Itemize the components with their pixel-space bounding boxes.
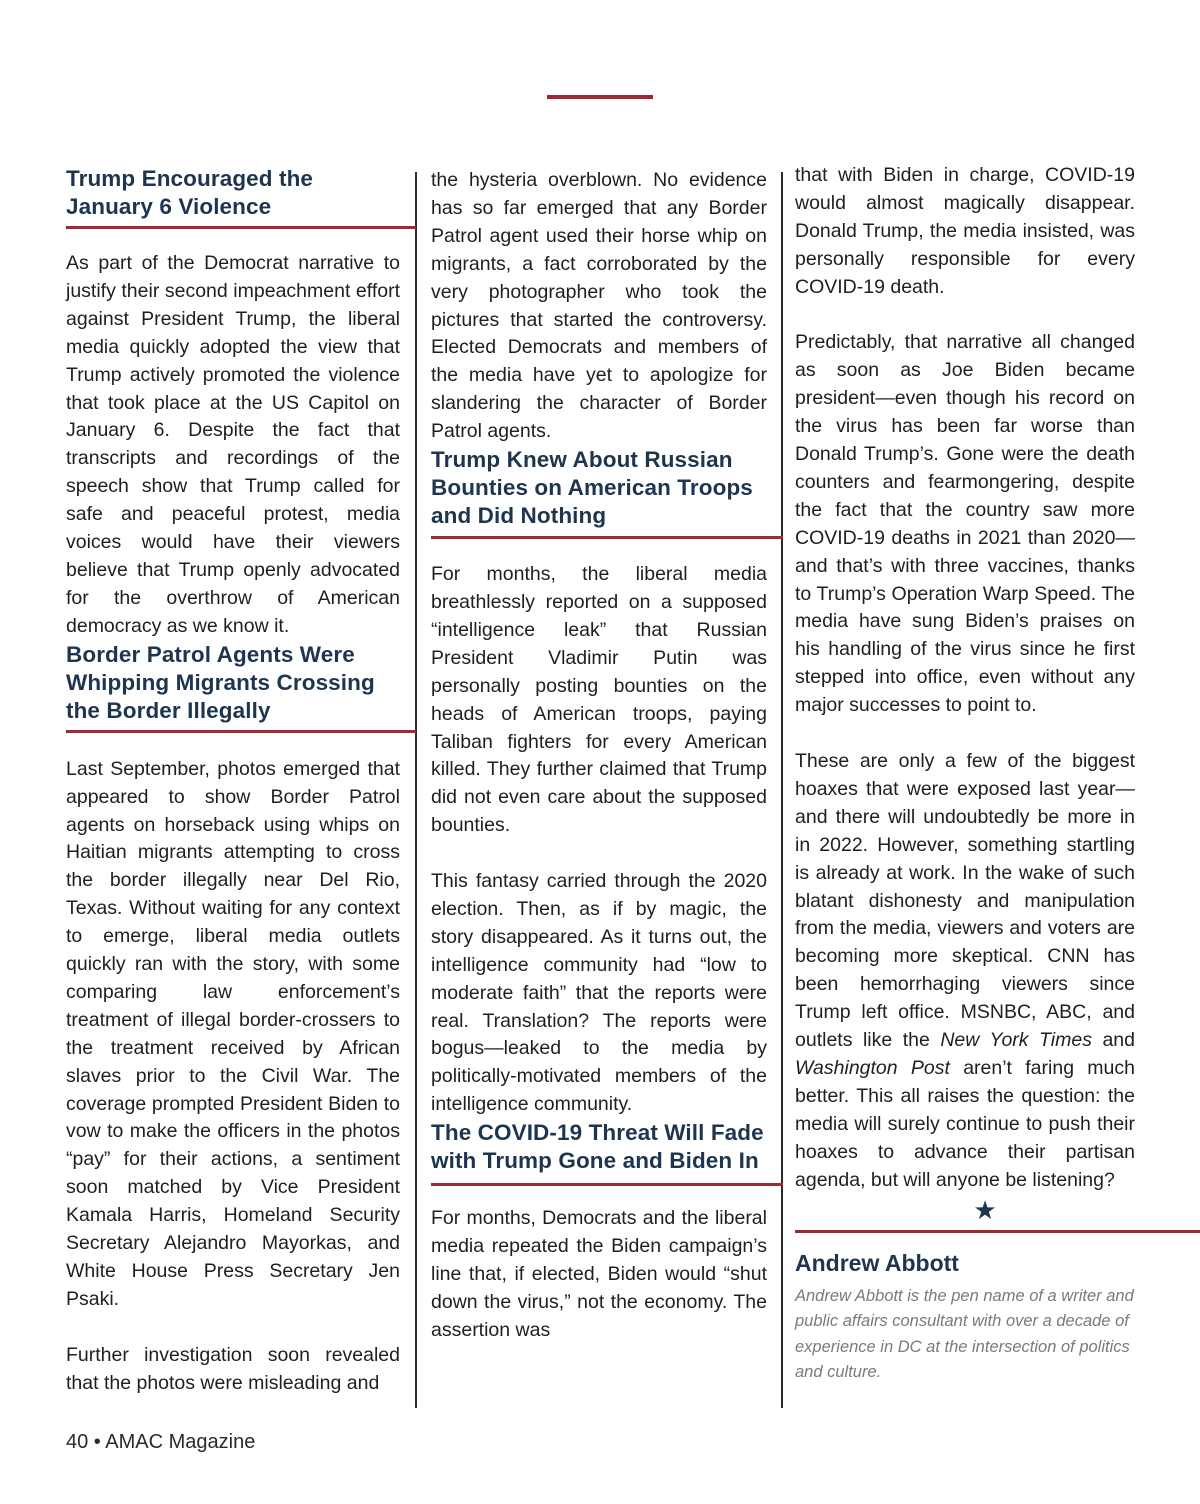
- column-divider-2: [781, 172, 783, 1408]
- paragraph: For months, Democrats and the liberal media repeated the Biden campaign’s line that, if elected, Biden would “shut down the virus,” not the economy. The assertion was: [431, 1207, 767, 1341]
- author-bio: Andrew Abbott is the pen name of a writer and public affairs consultant with over a decade of experience in DC at the intersection of politics and culture.: [795, 1286, 1134, 1381]
- heading-rule: [431, 1183, 783, 1186]
- section-heading-january-6: Trump Encouraged the January 6 Violence: [66, 166, 314, 219]
- paragraph: Last September, photos emerged that appeared to show Border Patrol agents on horseback using whips on Haitian migrants attempting to cross the border illegally near Del Rio, Texas. Without waiting for any context to emerge, liberal media outlets quickly ran with the story, with some comparing law enforcement’s treatment of illegal border-crossers to the treatment received by African slaves prior to the Civil War. The coverage prompted President Biden to vow to make the officers in the photos “pay” for their actions, a sentiment soon matched by Vice President Kamala Harris, Homeland Security Secretary Alejandro Mayorkas, and White House Press Secretary Jen Psaki.: [66, 757, 400, 1310]
- paragraph-text: These are only a few of the biggest hoaxes that were exposed last year—and there will undoubtedly be more in in 2022. However, something startling is already at work. In the wake of such blatant dishonesty and manipulation from the media, viewers and voters are becoming more skeptical. CNN has been hemorrhaging viewers since Trump left office. MSNBC, ABC, and outlets like the: [795, 750, 1135, 1052]
- author-rule: [795, 1230, 1200, 1233]
- heading-rule: [431, 536, 783, 539]
- paragraph: This fantasy carried through the 2020 election. Then, as if by magic, the story disappeared. As it turns out, the intelligence community had “low to moderate faith” that the reports were real. Translation? The reports were bogus—leaked to the media by politically-motivated members of the intelligence community.: [431, 870, 767, 1116]
- paragraph: Further investigation soon revealed that the photos were misleading and: [66, 1343, 400, 1394]
- paragraph: For months, the liberal media breathlessly reported on a supposed “intelligence leak” that Russian President Vladimir Putin was personally posting bounties on the heads of American troops, paying Taliban fighters for every American killed. They further claimed that Trump did not even care about the supposed bounties.: [431, 563, 767, 837]
- paragraph: Predictably, that narrative all changed as soon as Joe Biden became president—even though his record on the virus has been far worse than Donald Trump’s. Gone were the death counters and fearmongering, despite the fact that the country saw more COVID-19 deaths in 2021 than 2020—and that’s with three vaccines, thanks to Trump’s Operation Warp Speed. The media have sung Biden’s praises on his handling of the virus since he first stepped into office, even without any major successes to point to.: [795, 331, 1135, 717]
- paragraph-text: aren’t faring much better. This all raises the question: the media will surely continue to push their hoaxes to advance their partisan agenda, but will anyone be listening?: [795, 1056, 1135, 1191]
- end-star-icon: ★: [973, 1194, 997, 1225]
- section-heading-covid: The COVID-19 Threat Will Fade with Trump Gone and Biden In: [431, 1120, 764, 1174]
- paragraph: that with Biden in charge, COVID-19 would almost magically disappear. Donald Trump, the media insisted, was personally responsible for every COVID-19 death.: [795, 164, 1135, 298]
- article-column-2: [431, 165, 767, 1345]
- page-footer: 40 • AMAC Magazine: [66, 1431, 256, 1453]
- heading-rule: [66, 730, 416, 733]
- paragraph: the hysteria overblown. No evidence has so far emerged that any Border Patrol agent used their horse whip on migrants, a fact corroborated by the very photographer who took the pictures that started the controversy. Elected Democrats and members of the media have yet to apologize for slandering the character of Border Patrol agents.: [431, 169, 767, 443]
- top-decorative-rule: [547, 95, 653, 99]
- article-column-1: [66, 165, 400, 1398]
- column-divider-1: [415, 172, 417, 1408]
- publication-name-wapo: Washington Post: [795, 1056, 950, 1079]
- paragraph: As part of the Democrat narrative to justify their second impeachment effort against President Trump, the liberal media quickly adopted the view that Trump actively promoted the violence that took place at the US Capitol on January 6. Despite the fact that transcripts and recordings of the speech show that Trump called for safe and peaceful protest, media voices would have their viewers believe that Trump openly advocated for the overthrow of American democracy as we know it.: [66, 252, 400, 637]
- section-heading-border-patrol: Border Patrol Agents Were Whipping Migrants Crossing the Border Illegally: [66, 641, 375, 723]
- author-name: Andrew Abbott: [795, 1249, 959, 1276]
- heading-rule: [66, 226, 416, 229]
- paragraph: [795, 748, 1135, 1195]
- section-heading-russian-bounties: Trump Knew About Russian Bounties on American Troops and Did Nothing: [431, 447, 753, 529]
- article-column-3: [795, 165, 1135, 1386]
- paragraph-text: and: [1091, 1029, 1135, 1052]
- publication-name-nyt: New York Times: [940, 1029, 1092, 1052]
